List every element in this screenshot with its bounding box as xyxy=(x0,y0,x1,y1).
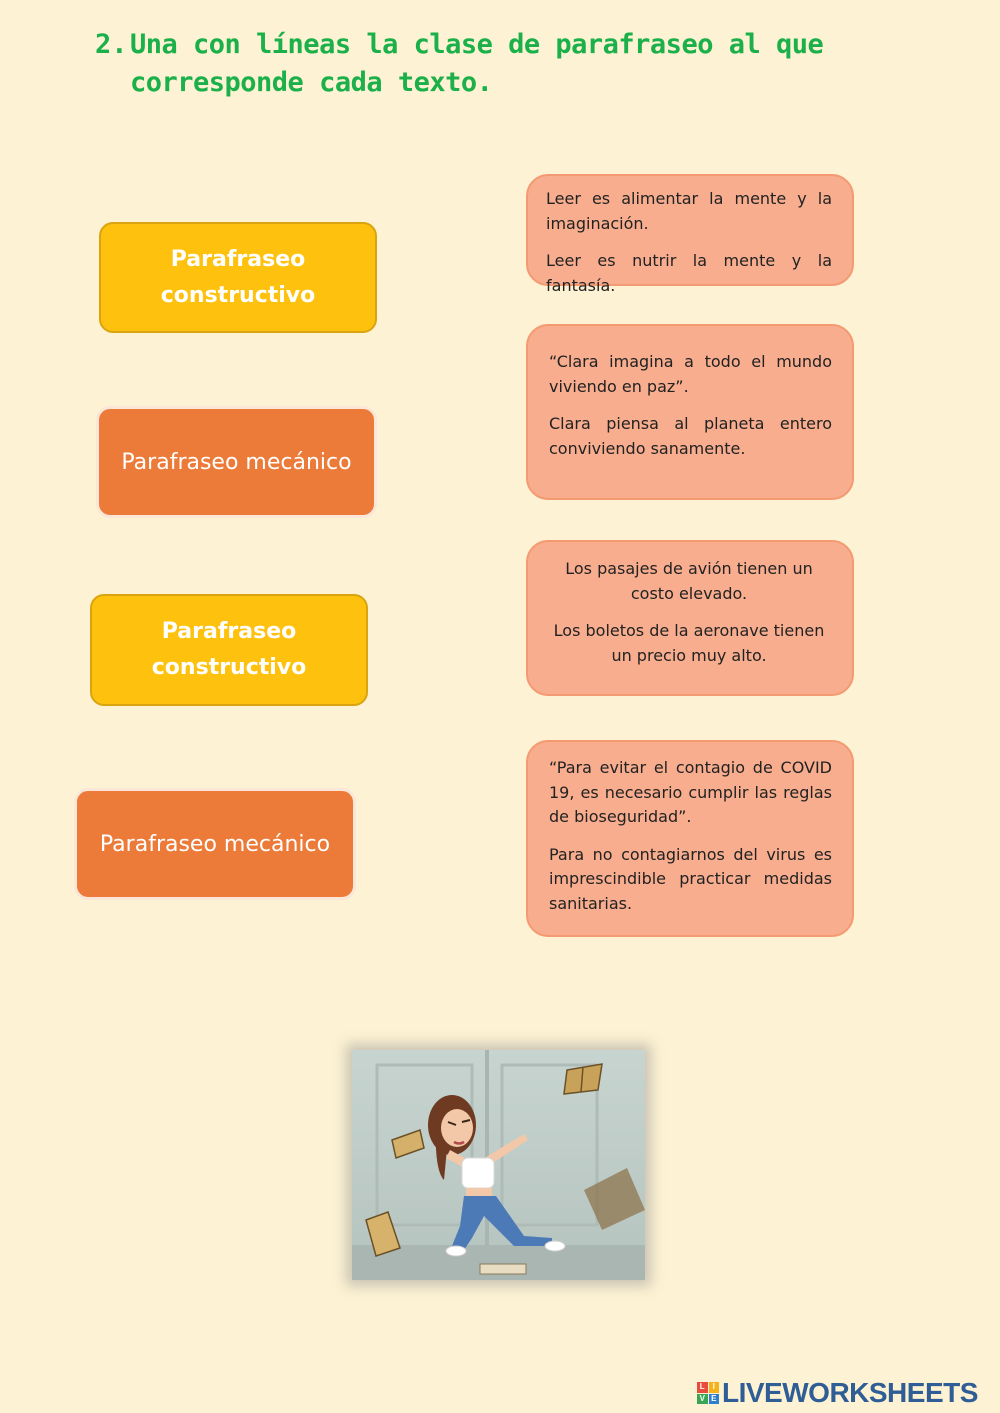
paraphrased-text: Clara piensa al planeta entero conviviendo sanamente. xyxy=(549,414,832,458)
text-box-3[interactable] xyxy=(526,540,854,696)
brand-name: LIVEWORKSHEETS xyxy=(722,1377,978,1408)
label-text: Parafraseo mecánico xyxy=(99,831,331,857)
paraphrased-text: Los boletos de la aeronave tienen un precio muy alto. xyxy=(553,621,825,665)
original-text: Leer es alimentar la mente y la imaginación. xyxy=(546,189,832,233)
original-text: “Clara imagina a todo el mundo viviendo en paz”. xyxy=(549,352,832,396)
paraphrased-text: Para no contagiarnos del virus es imprescindible practicar medidas sanitarias. xyxy=(549,844,832,913)
label-text: Parafraseo constructivo xyxy=(151,619,307,680)
liveworksheets-logo[interactable] xyxy=(697,1378,978,1408)
liveworksheets-logo-icon: L I V E xyxy=(697,1382,719,1404)
text-box-4[interactable] xyxy=(526,740,854,937)
instruction-title xyxy=(95,26,935,102)
label-text: Parafraseo constructivo xyxy=(160,246,316,308)
label-box-2[interactable] xyxy=(96,406,377,518)
paraphrased-text: Leer es nutrir la mente y la fantasía. xyxy=(546,251,832,295)
dancing-figure-illustration xyxy=(352,1050,645,1280)
label-box-1[interactable] xyxy=(99,222,377,333)
dancing-figure-image xyxy=(352,1050,645,1280)
label-box-4[interactable] xyxy=(74,788,356,900)
text-box-1[interactable] xyxy=(526,174,854,295)
instruction-number: 2. xyxy=(95,29,128,60)
flying-book-icon xyxy=(480,1264,526,1274)
label-text: Parafraseo mecánico xyxy=(121,449,352,475)
instruction-text: Una con líneas la clase de parafraseo al que corresponde cada texto. xyxy=(130,29,824,98)
label-box-3[interactable] xyxy=(90,594,368,706)
original-text: “Para evitar el contagio de COVID 19, es necesario cumplir las reglas de bioseguridad”. xyxy=(549,758,832,826)
original-text: Los pasajes de avión tienen un costo elevado. xyxy=(565,559,813,603)
text-box-2[interactable] xyxy=(526,324,854,500)
